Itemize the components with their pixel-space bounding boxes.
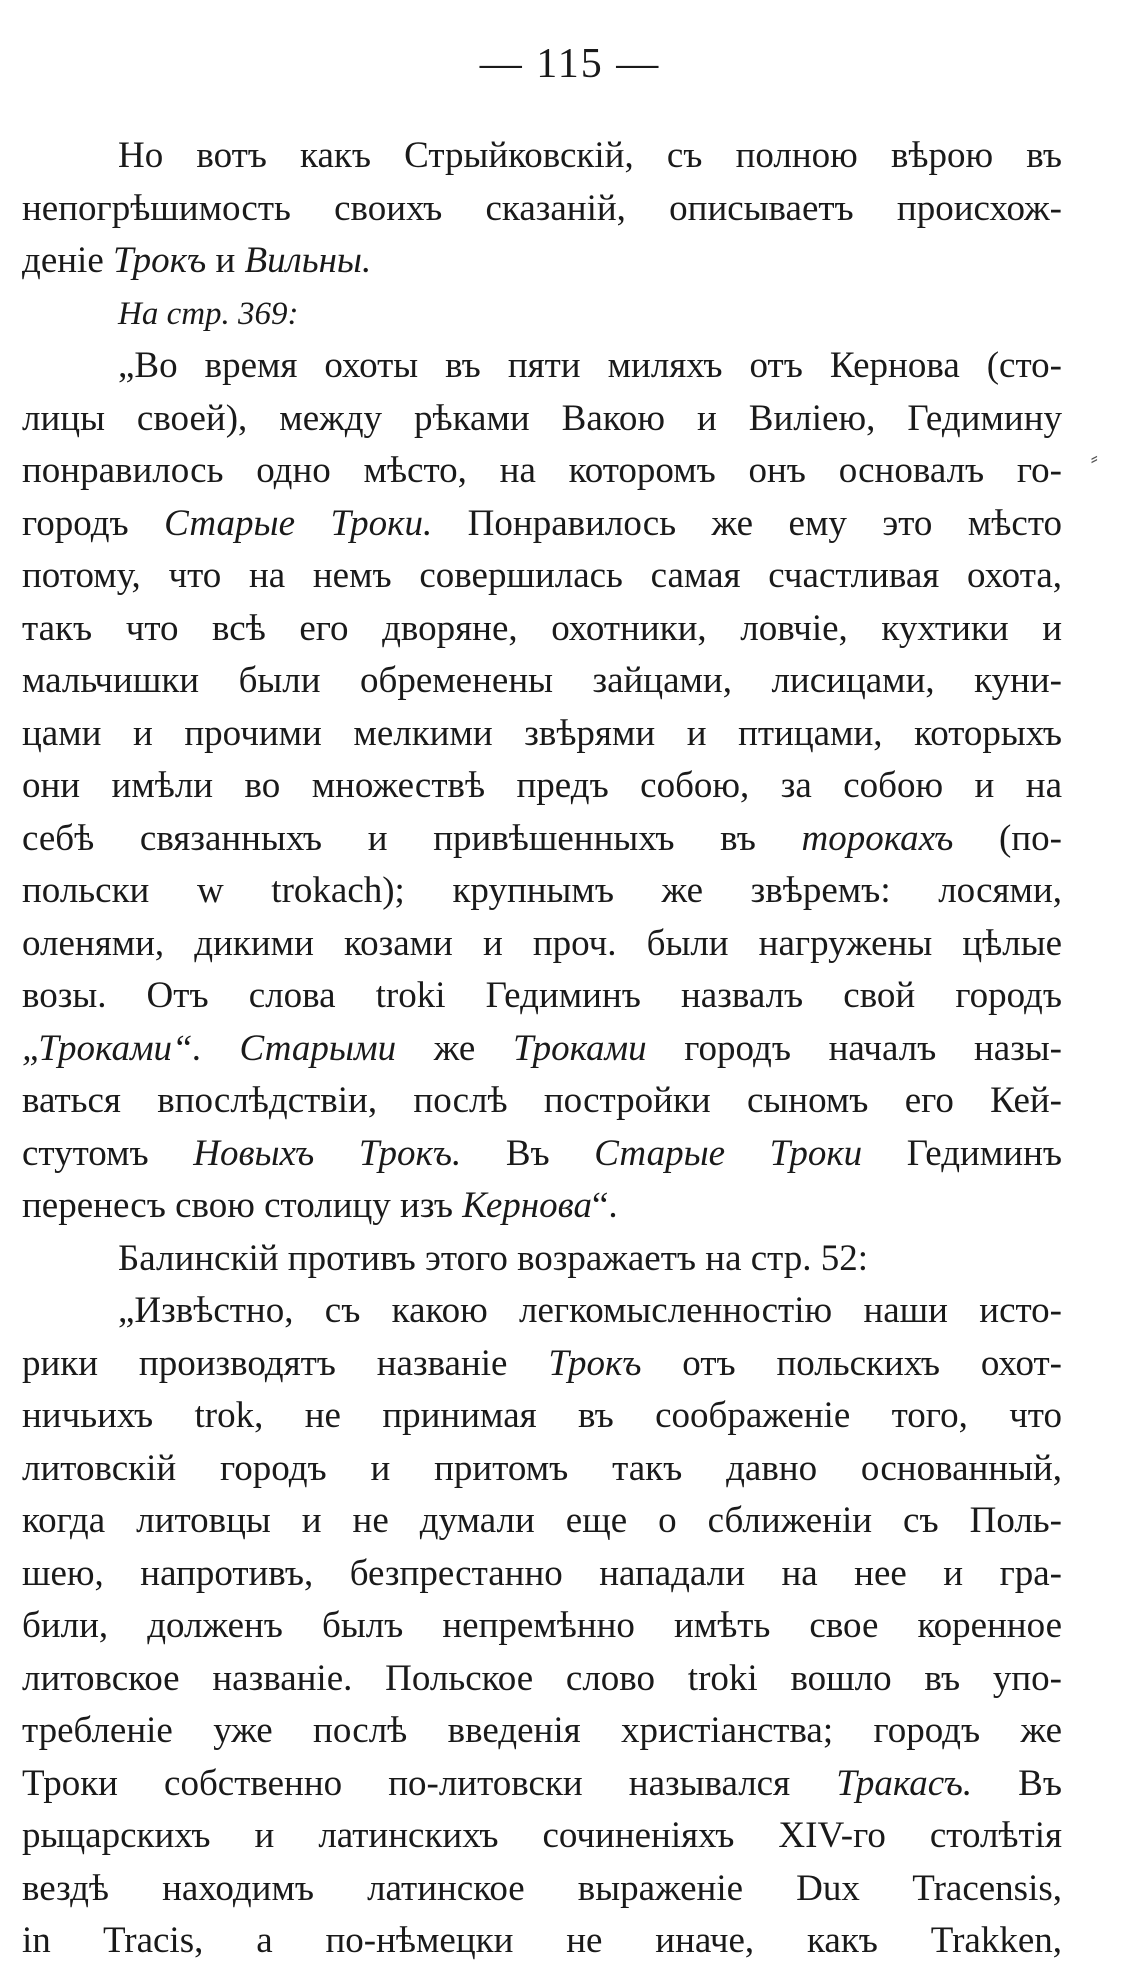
text-line: непогрѣшимость своихъ сказаній, описываетъ происхож- xyxy=(22,187,1062,229)
text-line: оленями, дикими козами и проч. были нагружены цѣлые xyxy=(22,922,1062,964)
text-line: рики производятъ названіе Трокъ отъ польскихъ охот- xyxy=(22,1342,1063,1384)
italic-term: Вильны. xyxy=(244,240,372,281)
text-line: требленіе уже послѣ введенія христіанства; городъ же xyxy=(22,1710,1062,1751)
text-line: деніе Трокъ и Вильны. xyxy=(22,240,372,281)
text-line: Троки собственно по-литовски назывался Тракасъ. Въ xyxy=(22,1762,1062,1804)
italic-term: Трокъ xyxy=(548,1342,642,1384)
text-line: ничьихъ trok, не принимая въ соображеніе того, что xyxy=(22,1395,1062,1436)
text-line: они имѣли во множествѣ предъ собою, за собою и на xyxy=(22,765,1062,806)
text-line: стутомъ Новыхъ Трокъ. Въ Старые Троки Гедиминъ xyxy=(22,1132,1062,1174)
italic-term: Трокъ xyxy=(113,240,207,281)
italic-term: Новыхъ Трокъ. xyxy=(193,1132,462,1174)
text-line: Но вотъ какъ Стрыйковскій, съ полною вѣрою въ xyxy=(118,135,1062,176)
italic-term: Тракасъ. xyxy=(836,1762,973,1804)
text-line: когда литовцы и не думали еще о сближеніи съ Поль- xyxy=(22,1500,1062,1541)
text-line: шею, напротивъ, безпрестанно нападали на нее и гра- xyxy=(22,1552,1062,1594)
text-line: возы. Отъ слова troki Гедиминъ назвалъ свой городъ xyxy=(22,975,1062,1016)
italic-term: Старые Троки xyxy=(594,1132,863,1174)
text-line: цами и прочими мелкими звѣрями и птицами, которыхъ xyxy=(22,712,1062,754)
text-line: литовскій городъ и притомъ такъ давно основанный, xyxy=(22,1447,1062,1489)
text-line: били, долженъ былъ непремѣнно имѣть свое коренное xyxy=(22,1605,1062,1646)
text-line: „Извѣстно, съ какою легкомысленностію наши исто- xyxy=(118,1290,1062,1331)
text-line: себѣ связанныхъ и привѣшенныхъ въ торокахъ (по- xyxy=(22,817,1062,859)
text-line: Балинскій противъ этого возражаетъ на стр. 52: xyxy=(118,1237,869,1279)
page-number: — 115 — xyxy=(479,41,661,87)
italic-term: торокахъ xyxy=(801,817,954,859)
text-line: польски w trokach); крупнымъ же звѣремъ: лосями, xyxy=(22,870,1062,911)
text-line: литовское названіе. Польское слово troki вошло въ упо- xyxy=(22,1657,1062,1699)
citation-reference: На стр. 369: xyxy=(118,295,299,332)
text-line: потому, что на немъ совершилась самая счастливая охота, xyxy=(22,555,1062,596)
italic-term: Кернова xyxy=(462,1185,592,1226)
text-line: перенесъ свою столицу изъ Кернова“. xyxy=(22,1185,618,1226)
italic-term: Троками xyxy=(512,1027,647,1069)
text-line: in Tracis, а по-нѣмецки не иначе, какъ Trakken, xyxy=(22,1920,1062,1961)
text-line: городъ Старые Троки. Понравилось же ему это мѣсто xyxy=(22,502,1063,544)
text-line: понравилось одно мѣсто, на которомъ онъ основалъ го- xyxy=(22,450,1062,491)
body-text xyxy=(22,130,1062,1968)
text-line: „Троками“. Старыми же Троками городъ началъ назы- xyxy=(22,1027,1063,1069)
text-line: такъ что всѣ его дворяне, охотники, ловчіе, кухтики и xyxy=(22,607,1062,649)
text-line: вездѣ находимъ латинское выраженіе Dux Tracensis, xyxy=(22,1867,1062,1909)
italic-term: „Троками“. Старыми xyxy=(22,1027,397,1069)
text-line: мальчишки были обременены зайцами, лисицами, куни- xyxy=(22,660,1062,701)
margin-mark: ⸗ xyxy=(1090,445,1098,470)
text-line: ваться впослѣдствіи, послѣ постройки сыномъ его Кей- xyxy=(22,1080,1062,1121)
text-line: рыцарскихъ и латинскихъ сочиненіяхъ XIV-го столѣтія xyxy=(22,1815,1062,1856)
text-line: „Во время охоты въ пяти миляхъ отъ Кернова (сто- xyxy=(118,345,1062,386)
text-line: лицы своей), между рѣками Вакою и Виліею, Гедимину xyxy=(22,397,1062,439)
italic-term: Старые Троки. xyxy=(164,502,433,544)
